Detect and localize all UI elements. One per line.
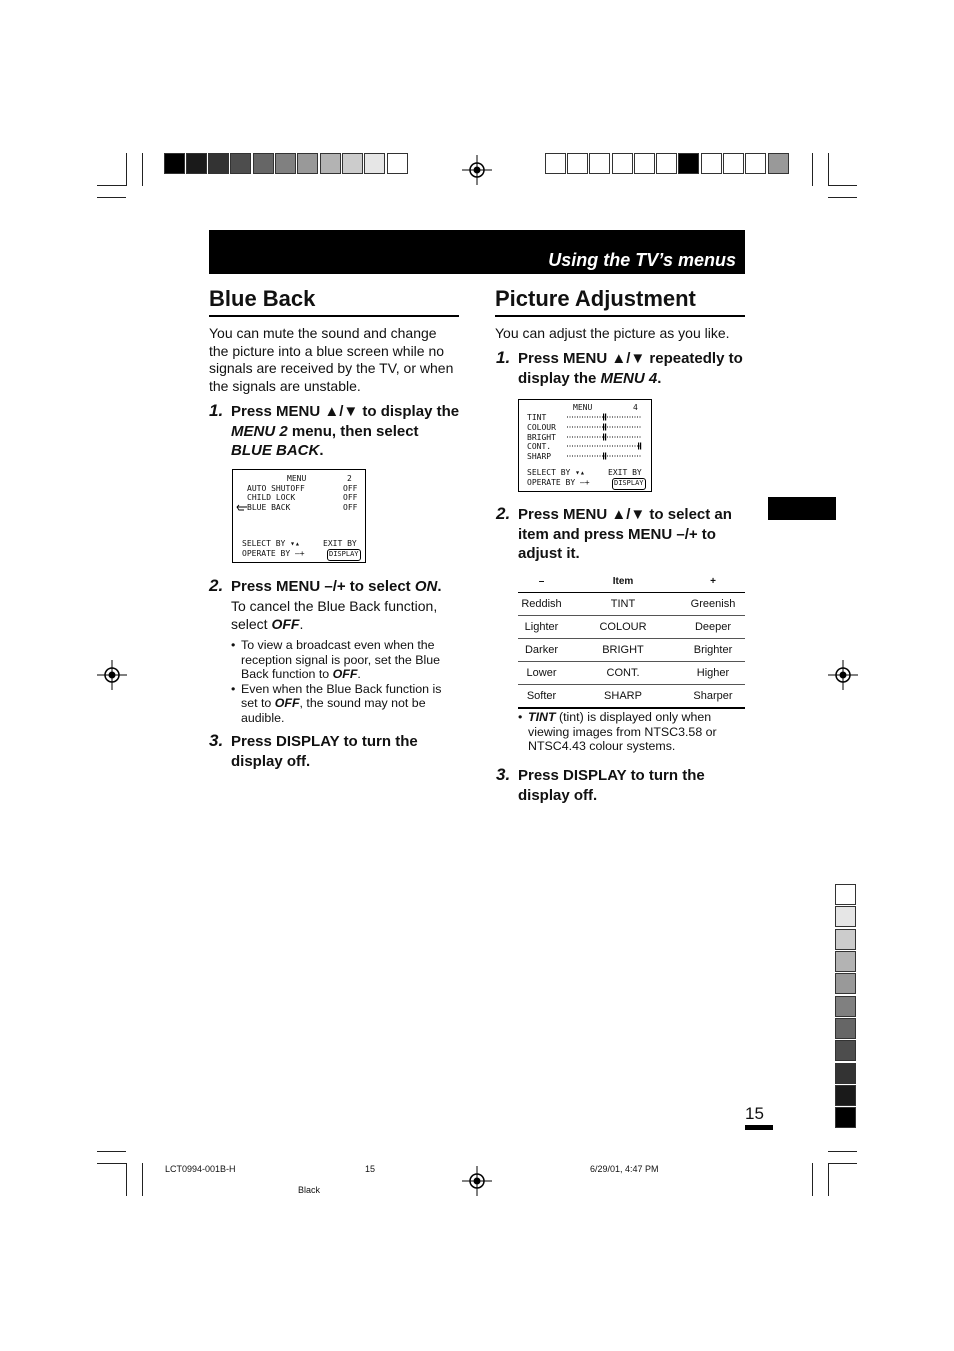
- menu-row-label: BRIGHT: [527, 433, 556, 442]
- table-row: [518, 616, 745, 639]
- step-text: menu, then select: [287, 422, 419, 440]
- menu-operate-label: OPERATE BY –+: [242, 549, 305, 558]
- table-row: [518, 639, 745, 662]
- swatch: [835, 1063, 856, 1084]
- swatch: [723, 153, 744, 174]
- swatch: [835, 884, 856, 905]
- registration-target-icon: [462, 155, 492, 185]
- menu-row-label: SHARP: [527, 452, 552, 461]
- option-off: OFF: [274, 696, 300, 710]
- bullet-item: [231, 638, 459, 682]
- swatch: [387, 153, 408, 174]
- table-row: [518, 593, 745, 616]
- step-number: 3.: [496, 765, 511, 784]
- bullet-text: Even when the Blue Back function is set to: [241, 681, 442, 710]
- swatch: [567, 153, 588, 174]
- table-header-row: [518, 570, 745, 593]
- bullet-text: , the sound may not be audible.: [241, 696, 426, 725]
- crop-mark: [97, 1163, 126, 1164]
- swatch: [320, 153, 341, 174]
- menu-page: 2: [347, 474, 352, 483]
- swatch: [589, 153, 610, 174]
- registration-target-icon: [97, 660, 127, 690]
- crop-mark: [812, 153, 813, 186]
- crop-mark: [126, 153, 127, 186]
- menu-row-label: TINT: [527, 413, 547, 422]
- menu-row-value: OFF: [343, 493, 358, 502]
- option-off: OFF: [271, 615, 300, 632]
- picture-intro: You can adjust the picture as you like.: [495, 325, 730, 341]
- note-text: .: [299, 615, 304, 632]
- swatch: [745, 153, 766, 174]
- minus-cell: Lighter: [518, 616, 565, 639]
- menu-exit-label: EXIT BY: [608, 468, 642, 477]
- blue-back-step-1: [209, 401, 461, 461]
- menu-select-label: SELECT BY ▾▴: [242, 539, 300, 548]
- section-header-band: [209, 230, 745, 274]
- swatch: [835, 951, 856, 972]
- crop-mark: [97, 1151, 126, 1152]
- picture-step-2: [496, 504, 750, 564]
- crop-mark: [828, 185, 857, 186]
- minus-cell: Reddish: [518, 593, 565, 616]
- heading-rule: [495, 315, 745, 317]
- item-cell: CONT.: [565, 662, 681, 685]
- slider-thumb: [603, 424, 604, 431]
- option-off: OFF: [332, 667, 358, 681]
- table-row: [518, 685, 745, 709]
- step-number: 1.: [496, 348, 511, 367]
- bullet-text: To view a broadcast even when the reception signal is poor, set the Blue Back function to: [241, 638, 441, 681]
- footer-page: 15: [365, 1164, 376, 1174]
- swatch: [364, 153, 385, 174]
- swatch: [164, 153, 185, 174]
- menu-page: 4: [633, 403, 638, 412]
- cancel-note: [231, 598, 461, 633]
- menu-name: MENU 4: [600, 369, 658, 387]
- step-text: Press DISPLAY to turn the display off.: [518, 767, 705, 804]
- blue-back-step-3: [209, 731, 451, 771]
- display-button-label: DISPLAY: [612, 478, 646, 490]
- header-plus: +: [681, 570, 745, 593]
- slider-thumb: [638, 443, 639, 450]
- swatch: [835, 1107, 856, 1128]
- crop-mark: [828, 1163, 829, 1196]
- step-text: .: [657, 369, 662, 387]
- step-text: Press MENU –/+ to select: [231, 578, 415, 595]
- crop-mark: [142, 1163, 143, 1196]
- menu-row-label: CONT.: [527, 442, 552, 451]
- crop-mark: [126, 1163, 127, 1196]
- swatch: [230, 153, 251, 174]
- registration-target-icon: [828, 660, 858, 690]
- crop-mark: [142, 153, 143, 186]
- plus-cell: Brighter: [681, 639, 745, 662]
- step-number: 2.: [209, 576, 224, 595]
- option-on: ON: [414, 578, 438, 595]
- menu-row-label: AUTO SHUTOFF: [247, 484, 305, 493]
- section-tab-marker: [768, 497, 836, 520]
- picture-step-1: [496, 348, 746, 388]
- swatch: [545, 153, 566, 174]
- menu-row-label: COLOUR: [527, 423, 556, 432]
- menu-row-label: CHILD LOCK: [247, 493, 296, 502]
- item-name: BLUE BACK: [231, 442, 320, 459]
- plus-cell: Deeper: [681, 616, 745, 639]
- note-text: (tint) is displayed only when viewing images from NTSC3.58 or NTSC4.43 colour systems.: [528, 710, 717, 753]
- picture-adjustment-heading: Picture Adjustment: [495, 286, 696, 311]
- swatch: [656, 153, 677, 174]
- menu-exit-label: EXIT BY: [323, 539, 357, 548]
- swatch: [701, 153, 722, 174]
- plus-cell: Greenish: [681, 593, 745, 616]
- blue-back-bullets: [231, 638, 459, 725]
- table-row: [518, 662, 745, 685]
- footer-date: 6/29/01, 4:47 PM: [590, 1164, 659, 1174]
- section-title: Using the TV’s menus: [548, 250, 736, 270]
- tint-label: TINT: [528, 710, 556, 724]
- swatch: [835, 929, 856, 950]
- swatch: [253, 153, 274, 174]
- adjustment-sliders: [566, 412, 646, 464]
- item-cell: SHARP: [565, 685, 681, 709]
- slider-thumb: [605, 414, 606, 421]
- menu-select-label: SELECT BY ▾▴: [527, 468, 585, 477]
- step-text: .: [319, 442, 324, 459]
- step-text: .: [437, 578, 442, 595]
- menu-row-value: OFF: [343, 484, 358, 493]
- swatch: [275, 153, 296, 174]
- step-text: Press DISPLAY to turn the display off.: [231, 733, 418, 770]
- item-cell: COLOUR: [565, 616, 681, 639]
- swatch: [678, 153, 699, 174]
- step-number: 3.: [209, 731, 224, 750]
- menu-2-screen: [232, 469, 366, 563]
- slider-thumb: [603, 453, 604, 460]
- slider-thumb: [605, 424, 606, 431]
- menu-row-value: OFF: [343, 503, 358, 512]
- bullet-item: [518, 710, 743, 754]
- swatch: [835, 1085, 856, 1106]
- page-number: 15: [745, 1104, 764, 1123]
- swatch: [297, 153, 318, 174]
- blue-back-step-2: [209, 576, 466, 597]
- header-item: Item: [565, 570, 681, 593]
- crop-mark: [812, 1163, 813, 1196]
- swatch: [835, 1018, 856, 1039]
- crop-mark: [828, 153, 829, 186]
- bullet-item: [231, 682, 459, 726]
- menu-title: MENU: [287, 474, 307, 483]
- note-text: To cancel the Blue Back function, select: [231, 598, 438, 632]
- picture-step-3: [496, 765, 738, 805]
- crop-mark: [828, 1151, 857, 1152]
- adjustment-table: [518, 570, 745, 709]
- tint-note: [518, 710, 743, 754]
- swatch: [186, 153, 207, 174]
- heading-rule: [209, 315, 459, 317]
- swatch: [835, 996, 856, 1017]
- menu-title: MENU: [573, 403, 593, 412]
- step-text: Press MENU ▲/▼ repeatedly to display the: [518, 350, 743, 387]
- item-cell: BRIGHT: [565, 639, 681, 662]
- swatch: [634, 153, 655, 174]
- swatch: [835, 973, 856, 994]
- item-cell: TINT: [565, 593, 681, 616]
- slider-thumb: [605, 453, 606, 460]
- plus-cell: Sharper: [681, 685, 745, 709]
- menu-row-label: BLUE BACK: [247, 503, 291, 512]
- registration-target-icon: [462, 1166, 492, 1196]
- crop-mark: [828, 1163, 857, 1164]
- menu-operate-label: OPERATE BY –+: [527, 478, 590, 487]
- minus-cell: Lower: [518, 662, 565, 685]
- menu-4-screen: [518, 399, 652, 492]
- footer-code: LCT0994-001B-H: [165, 1164, 236, 1174]
- step-text: Press MENU ▲/▼ to select an item and press MENU –/+ to adjust it.: [518, 506, 732, 562]
- plus-cell: Higher: [681, 662, 745, 685]
- slider-thumb: [603, 434, 604, 441]
- minus-cell: Darker: [518, 639, 565, 662]
- bullet-text: .: [357, 667, 361, 681]
- slider-thumb: [605, 434, 606, 441]
- slider-thumb: [603, 414, 604, 421]
- step-number: 1.: [209, 401, 224, 420]
- crop-mark: [828, 197, 857, 198]
- footer-color: Black: [298, 1185, 321, 1195]
- swatch: [768, 153, 789, 174]
- page-number-bar: [745, 1125, 773, 1130]
- blue-back-heading: Blue Back: [209, 286, 316, 311]
- crop-mark: [97, 185, 126, 186]
- swatch: [208, 153, 229, 174]
- swatch: [342, 153, 363, 174]
- minus-cell: Softer: [518, 685, 565, 709]
- swatch: [835, 906, 856, 927]
- slider-thumb: [640, 443, 641, 450]
- swatch: [612, 153, 633, 174]
- menu-name: MENU 2: [231, 422, 288, 440]
- header-minus: –: [518, 570, 565, 593]
- crop-mark: [97, 197, 126, 198]
- step-number: 2.: [496, 504, 511, 523]
- step-text: Press MENU ▲/▼ to display the: [231, 403, 460, 420]
- swatch: [835, 1040, 856, 1061]
- blue-back-intro: You can mute the sound and change the picture into a blue screen while no signals are received by the TV, or when the signals are unstable.: [209, 325, 454, 394]
- display-button-label: DISPLAY: [327, 549, 361, 561]
